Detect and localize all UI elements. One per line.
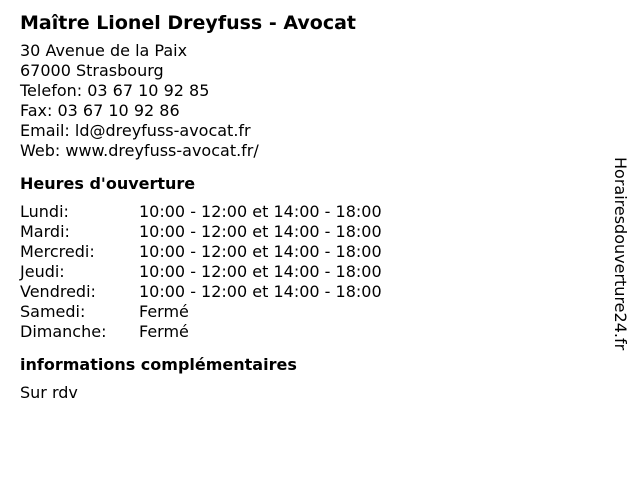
hours-row-wednesday (20, 242, 600, 262)
hours-row-tuesday (20, 222, 600, 242)
info-heading: informations complémentaires (20, 355, 297, 374)
fax-text: Fax: 03 67 10 92 86 (20, 101, 180, 120)
web-text: Web: www.dreyfuss-avocat.fr/ (20, 141, 259, 160)
day-label: Lundi: (20, 202, 69, 221)
day-hours: 10:00 - 12:00 et 14:00 - 18:00 (139, 242, 382, 261)
day-label: Mardi: (20, 222, 70, 241)
day-label: Jeudi: (20, 262, 65, 281)
day-label: Dimanche: (20, 322, 107, 341)
day-hours: 10:00 - 12:00 et 14:00 - 18:00 (139, 262, 382, 281)
watermark-text: Horairesdouverture24.fr (611, 157, 630, 351)
email-text: Email: ld@dreyfuss-avocat.fr (20, 121, 251, 140)
day-hours: 10:00 - 12:00 et 14:00 - 18:00 (139, 202, 382, 221)
address-line-city: 67000 Strasbourg (20, 61, 164, 80)
business-name: Maître Lionel Dreyfuss - Avocat (20, 12, 356, 34)
day-hours: 10:00 - 12:00 et 14:00 - 18:00 (139, 282, 382, 301)
hours-row-thursday (20, 262, 600, 282)
watermark (600, 134, 640, 374)
hours-table (20, 202, 600, 342)
day-label: Samedi: (20, 302, 86, 321)
day-hours: 10:00 - 12:00 et 14:00 - 18:00 (139, 222, 382, 241)
phone-text: Telefon: 03 67 10 92 85 (20, 81, 210, 100)
hours-row-sunday (20, 322, 600, 342)
day-hours: Fermé (139, 322, 189, 341)
hours-row-monday (20, 202, 600, 222)
day-hours: Fermé (139, 302, 189, 321)
day-label: Vendredi: (20, 282, 96, 301)
address-line-street: 30 Avenue de la Paix (20, 41, 188, 60)
hours-row-friday (20, 282, 600, 302)
day-label: Mercredi: (20, 242, 95, 261)
hours-heading: Heures d'ouverture (20, 174, 196, 193)
hours-row-saturday (20, 302, 600, 322)
info-text: Sur rdv (20, 383, 78, 402)
business-card (20, 9, 600, 403)
